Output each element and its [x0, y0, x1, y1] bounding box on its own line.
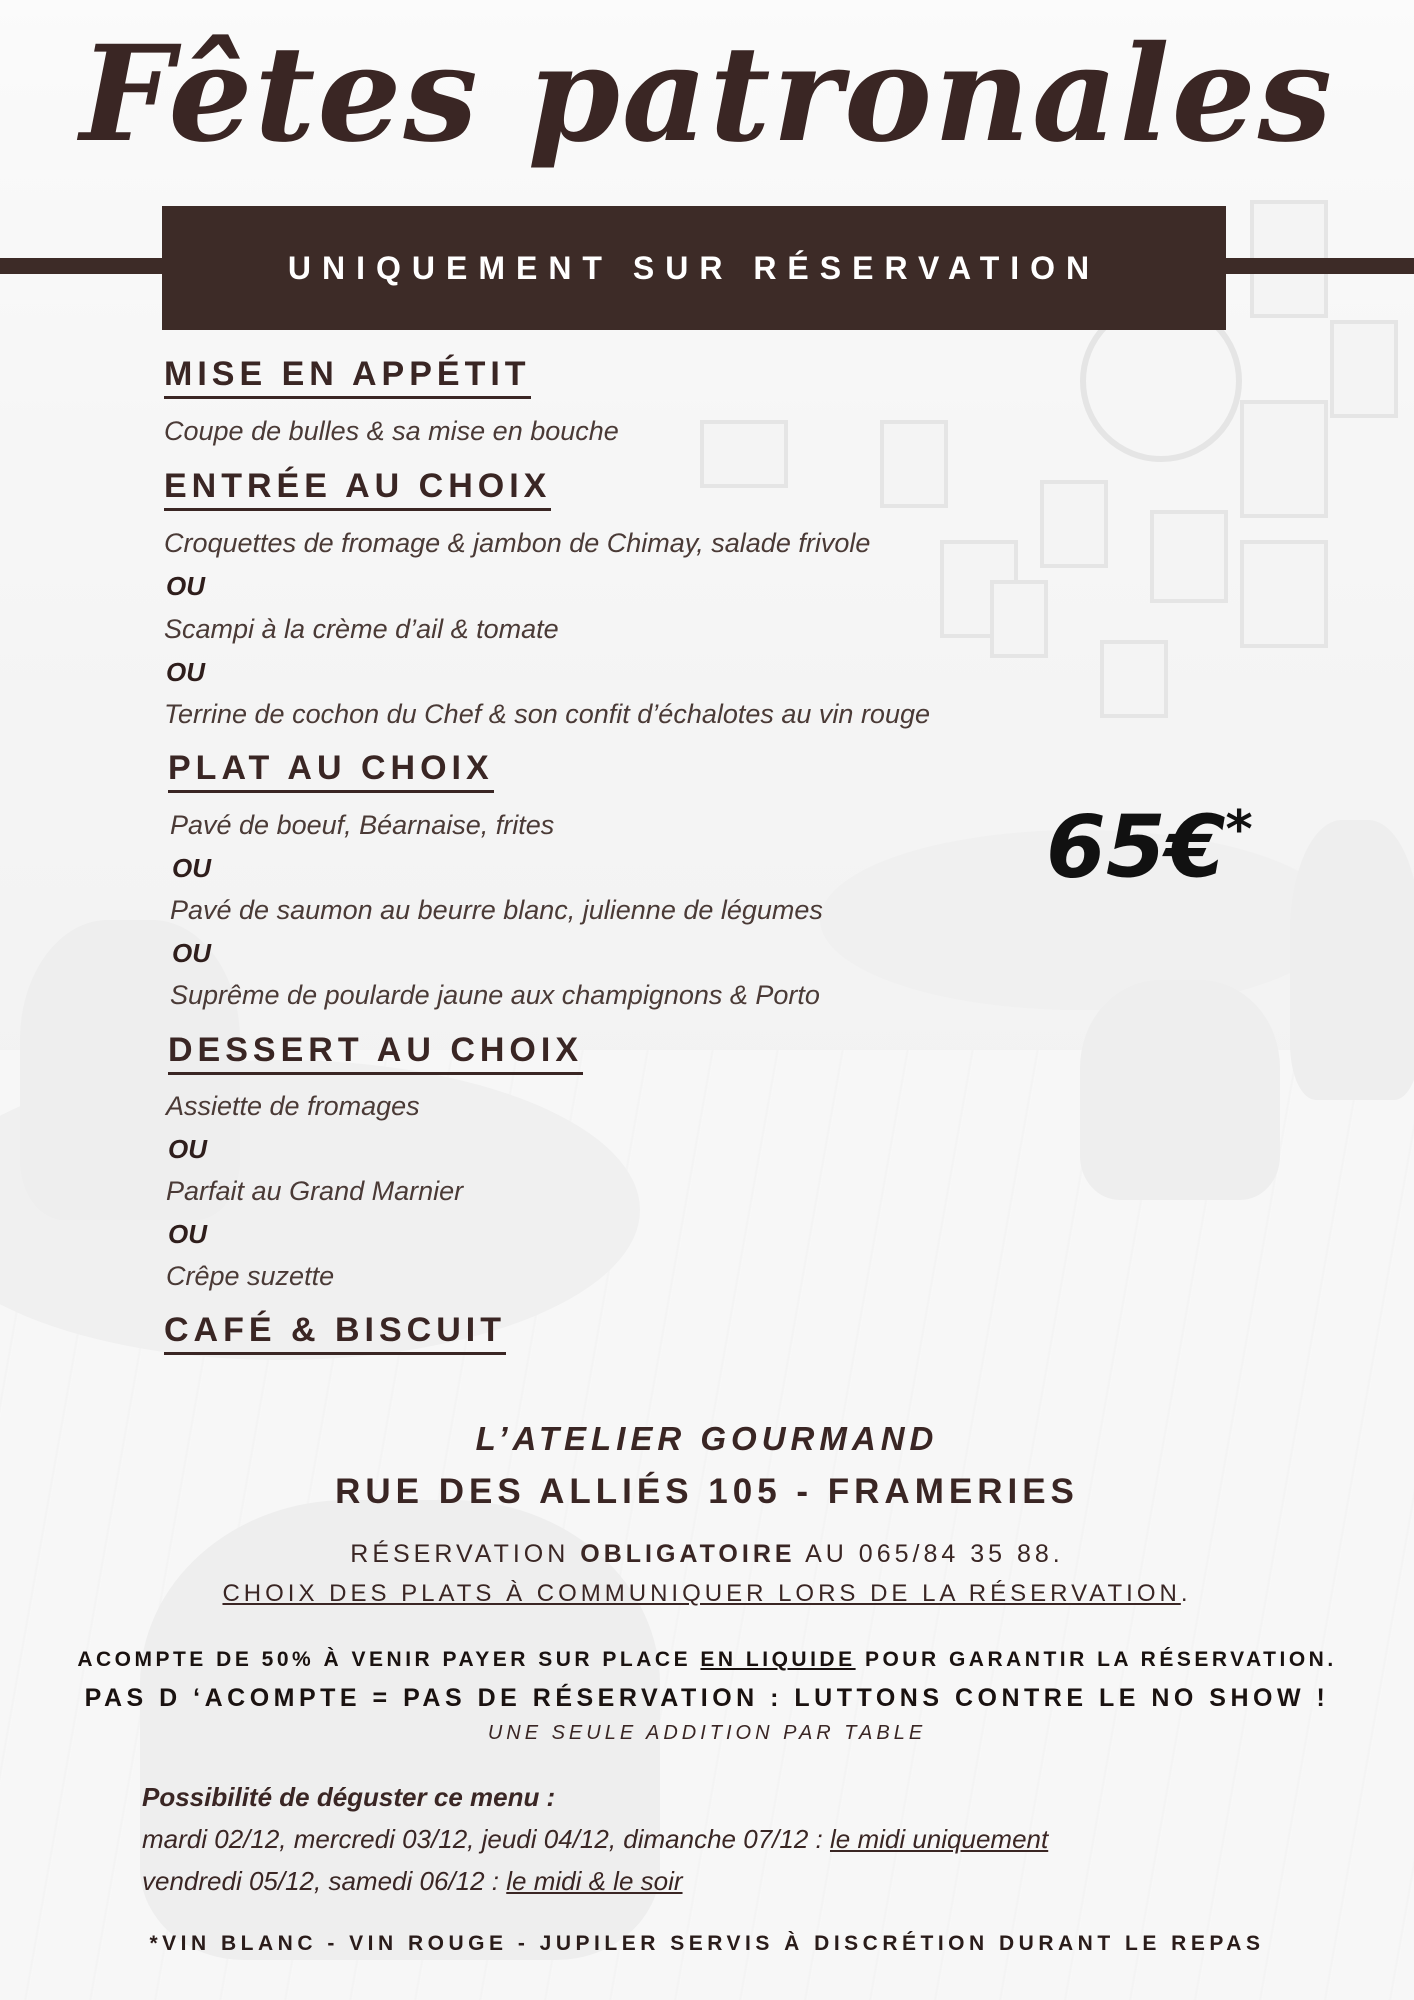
restaurant-name: L’ATELIER GOURMAND [475, 1420, 939, 1457]
menu-item: Coupe de bulles & sa mise en bouche [164, 416, 619, 446]
or-separator: OU [166, 657, 205, 687]
price-asterisk: * [1225, 800, 1253, 860]
deposit-line [0, 1648, 1414, 1672]
or-separator: OU [168, 1219, 207, 1249]
reservation-banner [162, 206, 1226, 330]
section-heading-dessert: DESSERT AU CHOIX [168, 1030, 583, 1075]
deposit-cash: EN LIQUIDE [700, 1648, 856, 1671]
reservation-line [0, 1540, 1414, 1569]
or-separator: OU [172, 938, 211, 968]
menu-item: Parfait au Grand Marnier [166, 1176, 464, 1206]
choice-note-end: . [1180, 1580, 1192, 1607]
section-heading-entree: ENTRÉE AU CHOIX [164, 466, 551, 511]
menu-item: Pavé de boeuf, Béarnaise, frites [170, 810, 555, 840]
menu-item: Crêpe suzette [166, 1261, 335, 1291]
page-title: Fêtes patronales [79, 17, 1335, 172]
banner-text: UNIQUEMENT SUR RÉSERVATION [287, 249, 1101, 286]
menu-item: Terrine de cochon du Chef & son confit d’échalotes au vin rouge [164, 699, 930, 729]
section-heading-plat: PLAT AU CHOIX [168, 748, 494, 793]
or-separator: OU [168, 1134, 207, 1164]
no-show-line: PAS D ‘ACOMPTE = PAS DE RÉSERVATION : LUTTONS CONTRE LE NO SHOW ! [84, 1684, 1330, 1712]
reservation-prefix: RÉSERVATION [350, 1540, 581, 1568]
deposit-part1: ACOMPTE DE 50% À VENIR PAYER SUR PLACE [77, 1648, 701, 1671]
availability-line-1 [142, 1824, 1048, 1855]
or-separator: OU [166, 571, 205, 601]
menu-item: Pavé de saumon au beurre blanc, julienne de légumes [170, 895, 823, 925]
menu-item: Assiette de fromages [166, 1091, 420, 1121]
restaurant-address: RUE DES ALLIÉS 105 - FRAMERIES [335, 1472, 1079, 1511]
section-heading-mise-en-appetit: MISE EN APPÉTIT [164, 354, 531, 399]
menu-item: Suprême de poularde jaune aux champignons & Porto [170, 980, 820, 1010]
availability-note-2: le midi & le soir [506, 1866, 683, 1896]
choice-note: CHOIX DES PLATS À COMMUNIQUER LORS DE LA RÉSERVATION [222, 1580, 1181, 1607]
availability-title: Possibilité de déguster ce menu : [142, 1782, 556, 1812]
section-heading-cafe: CAFÉ & BISCUIT [164, 1310, 506, 1355]
menu-price [1046, 780, 1253, 898]
menu-item: Croquettes de fromage & jambon de Chimay, salade frivole [164, 528, 871, 558]
drinks-footnote: *VIN BLANC - VIN ROUGE - JUPILER SERVIS À DISCRÉTION DURANT LE REPAS [149, 1932, 1265, 1955]
menu-item: Scampi à la crème d’ail & tomate [164, 614, 559, 644]
reservation-phone: AU 065/84 35 88. [795, 1540, 1064, 1568]
availability-line-2 [142, 1866, 683, 1897]
choice-note-line [0, 1580, 1414, 1608]
price-amount: 65€ [1046, 797, 1226, 898]
availability-days-1: mardi 02/12, mercredi 03/12, jeudi 04/12, dimanche 07/12 : [142, 1824, 830, 1854]
or-separator: OU [172, 853, 211, 883]
bill-note: UNE SEULE ADDITION PAR TABLE [487, 1722, 927, 1744]
reservation-emphasis: OBLIGATOIRE [580, 1540, 796, 1568]
availability-note-1: le midi uniquement [829, 1824, 1049, 1854]
availability-days-2: vendredi 05/12, samedi 06/12 : [142, 1866, 507, 1896]
deposit-part2: POUR GARANTIR LA RÉSERVATION. [855, 1648, 1337, 1671]
